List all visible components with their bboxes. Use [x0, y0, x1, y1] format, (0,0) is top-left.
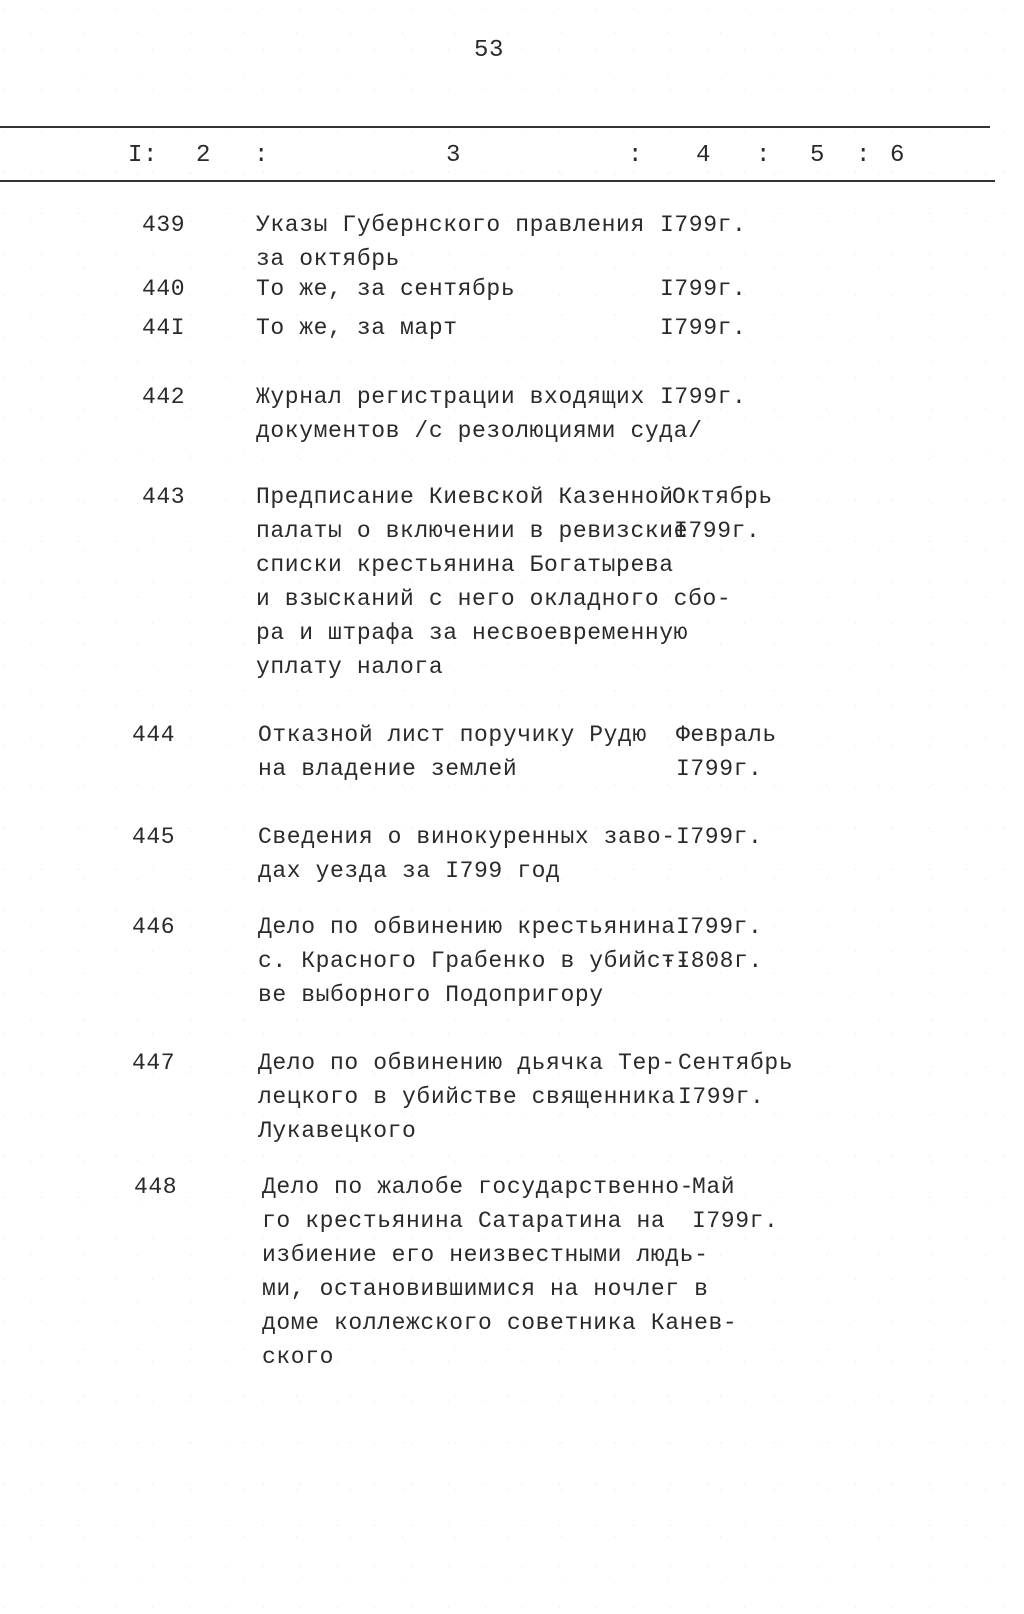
- entry-date-line: I799г.: [660, 212, 747, 238]
- entry-date-line: I799г.: [660, 384, 747, 410]
- header-bottom-rule: [0, 180, 995, 182]
- column-header-1: I:: [128, 142, 159, 169]
- entry-date-line: -I808г.: [662, 948, 763, 974]
- entry-date-line: I799г.: [678, 1084, 765, 1110]
- entry-description-line: Сведения о винокуренных заво-: [258, 824, 676, 850]
- column-separator: :: [756, 142, 772, 169]
- entry-description-line: и взысканий с него окладного сбо-: [256, 586, 732, 612]
- column-separator: :: [628, 142, 644, 169]
- entry-number: 440: [142, 276, 186, 302]
- entry-description-line: Предписание Киевской Казенной: [256, 484, 674, 510]
- entry-description-line: ра и штрафа за несвоевременную: [256, 620, 689, 646]
- entry-number: 444: [132, 722, 176, 748]
- entry-description-line: То же, за сентябрь: [256, 276, 516, 302]
- column-separator: :: [254, 142, 270, 169]
- column-header-4: 4: [696, 142, 712, 169]
- column-header-5: 5: [810, 142, 826, 169]
- entry-description-line: Дело по жалобе государственно-: [262, 1174, 695, 1200]
- entry-description-line: документов /с резолюциями суда/: [256, 418, 703, 444]
- entry-description-line: го крестьянина Сатаратина на: [262, 1208, 666, 1234]
- entry-description-line: списки крестьянина Богатырева: [256, 552, 674, 578]
- entry-number: 439: [142, 212, 186, 238]
- header-top-rule: [0, 126, 990, 128]
- entry-date-line: I799г.: [692, 1208, 779, 1234]
- entry-description-line: доме коллежского советника Канев-: [262, 1310, 738, 1336]
- entry-number: 442: [142, 384, 186, 410]
- entry-date-line: Февраль: [676, 722, 777, 748]
- entry-description-line: с. Красного Грабенко в убийст-: [258, 948, 691, 974]
- column-separator: :: [856, 142, 872, 169]
- entry-description-line: ве выборного Подопригору: [258, 982, 604, 1008]
- entry-description-line: ми, остановившимися на ночлег в: [262, 1276, 709, 1302]
- entry-description-line: Журнал регистрации входящих: [256, 384, 645, 410]
- column-header-2: 2: [196, 142, 212, 169]
- entry-description-line: палаты о включении в ревизские: [256, 518, 689, 544]
- entry-number: 44I: [142, 315, 186, 341]
- column-header-6: 6: [890, 142, 906, 169]
- page-number: 53: [474, 37, 505, 64]
- entry-description-line: избиение его неизвестными людь-: [262, 1242, 709, 1268]
- entry-number: 446: [132, 914, 176, 940]
- entry-description-line: за октябрь: [256, 246, 401, 272]
- entry-number: 445: [132, 824, 176, 850]
- entry-description-line: Указы Губернского правления: [256, 212, 645, 238]
- entry-date-line: Сентябрь: [678, 1050, 794, 1076]
- column-header-3: 3: [446, 142, 462, 169]
- entry-description-line: лецкого в убийстве священника: [258, 1084, 676, 1110]
- entry-description-line: Дело по обвинению крестьянина: [258, 914, 676, 940]
- entry-date-line: I799г.: [674, 518, 761, 544]
- entry-description-line: ского: [262, 1344, 335, 1370]
- entry-number: 443: [142, 484, 186, 510]
- entry-description-line: Лукавецкого: [258, 1118, 417, 1144]
- entry-number: 447: [132, 1050, 176, 1076]
- entry-description-line: уплату налога: [256, 654, 444, 680]
- entry-description-line: То же, за март: [256, 315, 458, 341]
- entry-description-line: Отказной лист поручику Рудю: [258, 722, 647, 748]
- entry-description-line: дах уезда за I799 год: [258, 858, 561, 884]
- entry-date-line: I799г.: [676, 914, 763, 940]
- entry-date-line: I799г.: [660, 276, 747, 302]
- entry-date-line: I799г.: [676, 824, 763, 850]
- entry-date-line: Октябрь: [672, 484, 773, 510]
- entry-number: 448: [134, 1174, 178, 1200]
- entry-date-line: I799г.: [660, 315, 747, 341]
- entry-date-line: I799г.: [676, 756, 763, 782]
- entry-date-line: Май: [692, 1174, 736, 1200]
- entry-description-line: на владение землей: [258, 756, 518, 782]
- entry-description-line: Дело по обвинению дьячка Тер-: [258, 1050, 676, 1076]
